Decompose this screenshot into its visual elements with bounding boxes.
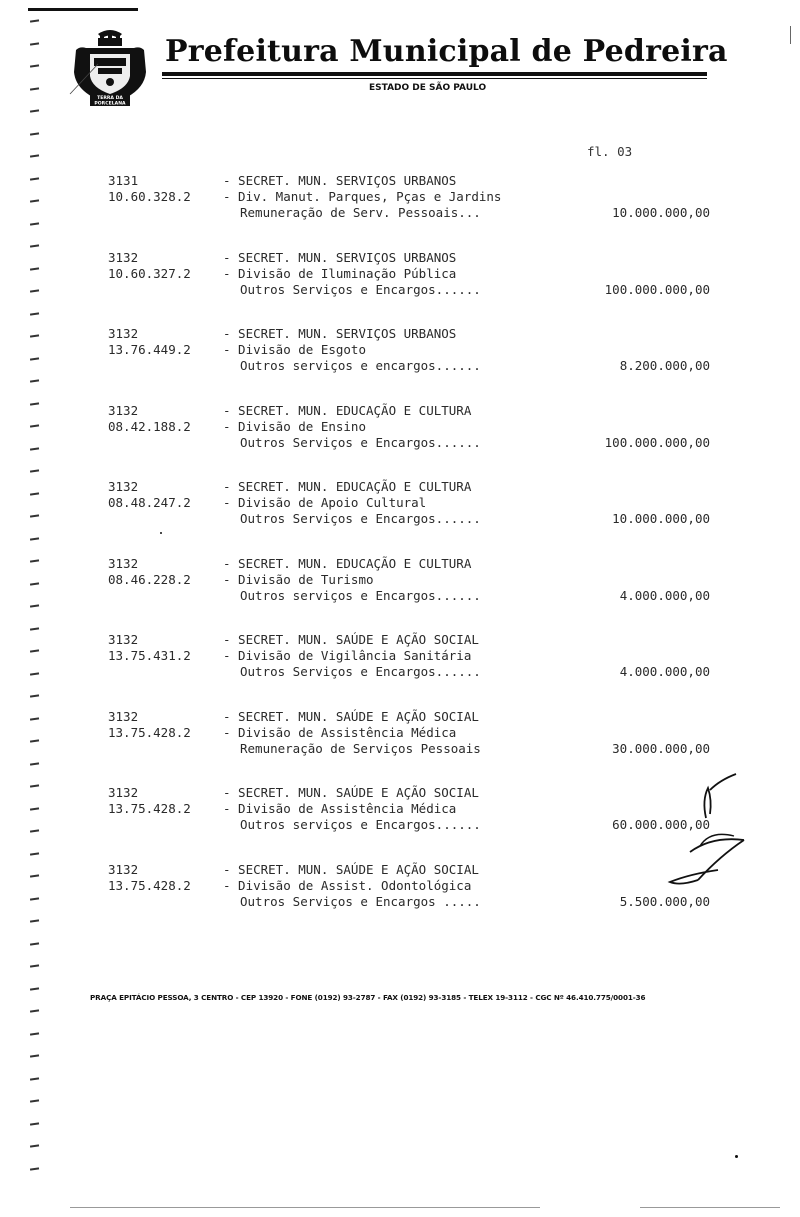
entry-department: - SECRET. MUN. SERVIÇOS URBANOS [223,249,457,265]
margin-tick [30,469,39,472]
entry-amount: 100.000.000,00 [604,281,710,297]
entry-division: - Divisão de Assistência Médica [223,724,457,740]
entry-expense-description: Outros Serviços e Encargos ..... [240,893,481,909]
entry-department: - SECRET. MUN. SERVIÇOS URBANOS [223,326,457,341]
entry-program-code: 10.60.328.2 [108,189,191,204]
entry-expense-description: Outros serviços e Encargos...... [240,587,481,603]
entry-program-code: 13.75.428.2 [108,877,191,893]
entry-program-code: 13.76.449.2 [108,342,191,357]
scan-edge-mark [28,8,138,11]
margin-tick [30,1144,39,1147]
margin-tick [30,852,39,855]
crest-motto-line1: TERRA DA [97,96,123,101]
scan-bottom-edge [640,1207,780,1208]
entry-amount: 4.000.000,00 [619,587,710,603]
margin-tick [30,154,39,157]
footer-address: PRAÇA EPITÁCIO PESSOA, 3 CENTRO - CEP 13920 - FONE (0192) 93-2787 - FAX (0192) 93-3185 - TELEX 19-3112 - CGC Nº 46.410.775/0001-36 [90,993,646,1002]
entry-program-code: 10.60.327.2 [108,265,191,281]
margin-tick [30,627,39,630]
entry-division: - Divisão de Assistência Médica [223,801,457,816]
entry-code: 3132 [108,402,139,418]
margin-tick [30,19,39,22]
margin-tick [30,987,39,990]
entry-department: - SECRET. MUN. SERVIÇOS URBANOS [223,173,457,188]
margin-tick [30,312,39,315]
margin-tick [30,964,39,967]
margin-tick [30,87,39,90]
entry-amount: 10.000.000,00 [612,511,710,526]
entry-program-code: 08.46.228.2 [108,571,191,587]
margin-tick [30,694,39,697]
entry-amount: 100.000.000,00 [604,434,710,450]
entry-expense-description: Outros serviços e Encargos...... [240,817,481,832]
scan-edge-mark-right [790,26,791,44]
margin-tick [30,1122,39,1125]
crest-motto-line2: PORCELANA [94,101,126,107]
entry-program-code: 08.48.247.2 [108,495,191,510]
scan-speck [160,532,162,534]
entry-division: - Divisão de Esgoto [223,342,366,357]
budget-entry [0,326,800,378]
page-subtitle: ESTADO DE SÃO PAULO [369,83,487,93]
margin-tick [30,64,39,67]
margin-tick [30,1167,39,1170]
entry-division: - Divisão de Apoio Cultural [223,495,427,510]
entry-code: 3132 [108,632,139,647]
margin-tick [30,1032,39,1035]
entry-amount: 5.500.000,00 [619,893,710,909]
entry-code: 3132 [108,708,139,724]
margin-tick [30,919,39,922]
margin-tick [30,942,39,945]
margin-tick [30,244,39,247]
entry-amount: 8.200.000,00 [619,358,710,373]
entry-code: 3132 [108,326,139,341]
entry-amount: 30.000.000,00 [612,740,710,756]
entry-expense-description: Outros Serviços e Encargos...... [240,434,481,450]
budget-entry [0,250,800,302]
entry-department: - SECRET. MUN. SAÚDE E AÇÃO SOCIAL [223,785,479,800]
budget-entry [0,709,800,761]
entry-program-code: 13.75.428.2 [108,801,191,816]
header-rule [162,72,707,76]
folio-number: fl. 03 [587,144,633,159]
scan-bottom-edge [70,1207,540,1208]
entry-expense-description: Remuneração de Serv. Pessoais... [240,205,481,220]
entry-expense-description: Outros Serviços e Encargos...... [240,511,481,526]
entry-amount: 60.000.000,00 [612,817,710,832]
margin-tick [30,1009,39,1012]
entry-program-code: 08.42.188.2 [108,418,191,434]
entry-code: 3132 [108,555,139,571]
margin-tick [30,132,39,135]
entry-division: - Divisão de Ensino [223,418,366,434]
budget-entry [0,479,800,531]
entry-expense-description: Outros Serviços e Encargos...... [240,664,481,679]
entry-department: - SECRET. MUN. EDUCAÇÃO E CULTURA [223,479,472,494]
entry-division: - Divisão de Vigilância Sanitária [223,648,472,663]
entry-division: - Divisão de Iluminação Pública [223,265,457,281]
entry-department: - SECRET. MUN. SAÚDE E AÇÃO SOCIAL [223,861,479,877]
budget-entry [0,632,800,684]
header-rule-thin [162,78,707,79]
entry-program-code: 13.75.431.2 [108,648,191,663]
entry-department: - SECRET. MUN. EDUCAÇÃO E CULTURA [223,555,472,571]
margin-tick [30,1099,39,1102]
entry-amount: 10.000.000,00 [612,205,710,220]
crest-icon [68,24,152,108]
margin-tick [30,537,39,540]
entry-division: - Div. Manut. Parques, Pças e Jardins [223,189,502,204]
entry-department: - SECRET. MUN. SAÚDE E AÇÃO SOCIAL [223,632,479,647]
entry-expense-description: Outros serviços e encargos...... [240,358,481,373]
budget-entry [0,403,800,455]
budget-entry [0,556,800,608]
entry-program-code: 13.75.428.2 [108,724,191,740]
margin-tick [30,1054,39,1057]
signature-icon [660,770,760,890]
entry-department: - SECRET. MUN. SAÚDE E AÇÃO SOCIAL [223,708,479,724]
entry-expense-description: Outros Serviços e Encargos...... [240,281,481,297]
page-title: Prefeitura Municipal de Pedreira [165,34,728,69]
entry-code: 3131 [108,173,139,188]
margin-tick [30,42,39,45]
margin-tick [30,109,39,112]
entry-department: - SECRET. MUN. EDUCAÇÃO E CULTURA [223,402,472,418]
entry-division: - Divisão de Turismo [223,571,374,587]
budget-entry [0,173,800,225]
entry-expense-description: Remuneração de Serviços Pessoais [240,740,481,756]
margin-tick [30,762,39,765]
entry-division: - Divisão de Assist. Odontológica [223,877,472,893]
entry-code: 3132 [108,861,139,877]
entry-code: 3132 [108,479,139,494]
entry-amount: 4.000.000,00 [619,664,710,679]
entry-code: 3132 [108,249,139,265]
margin-tick [30,379,39,382]
entry-code: 3132 [108,785,139,800]
scan-speck [735,1155,738,1158]
margin-tick [30,1077,39,1080]
